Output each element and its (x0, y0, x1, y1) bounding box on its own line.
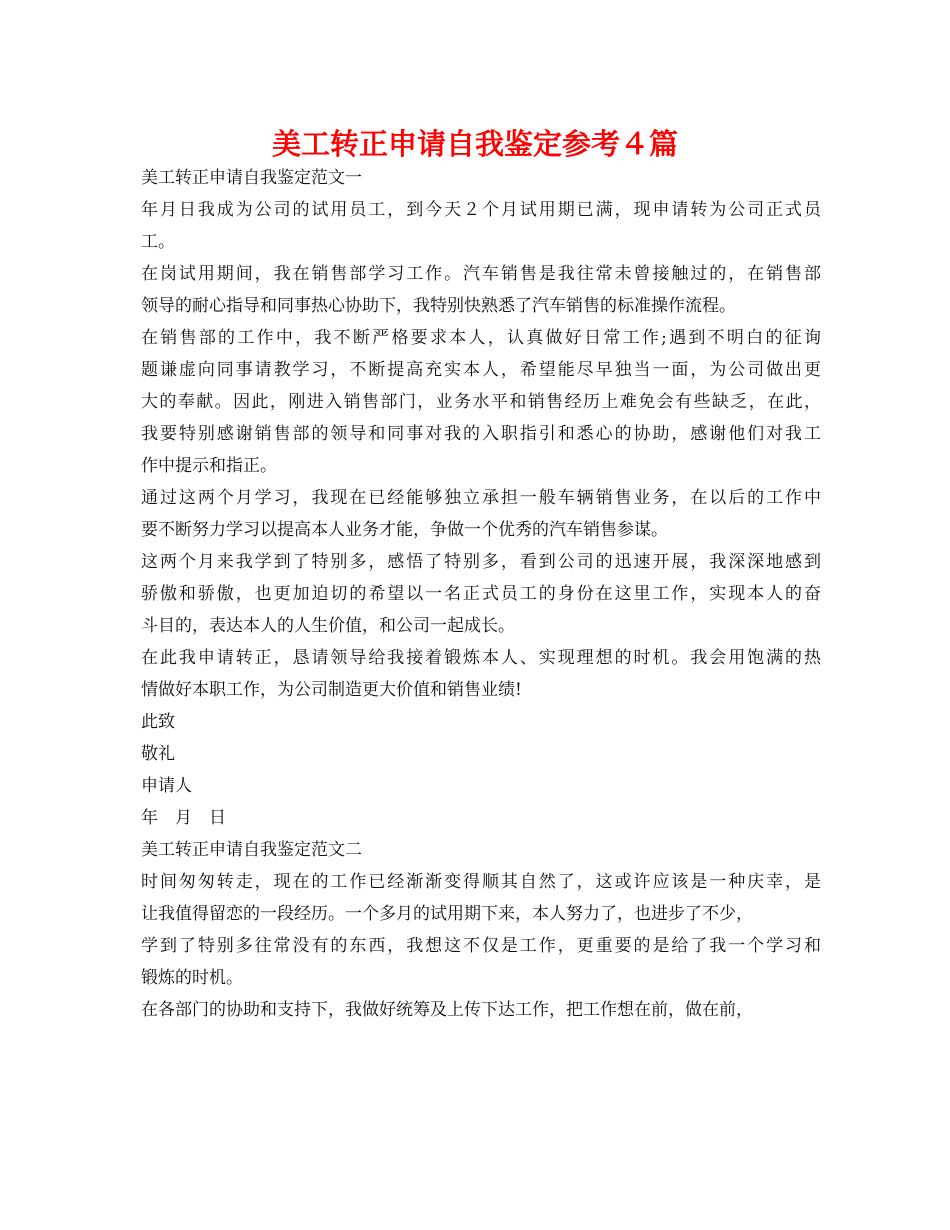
paragraph-line: 让我值得留恋的一段经历。一个多月的试用期下来，本人努力了，也进步了不少， (141, 904, 753, 924)
closing-line: 敬礼 (141, 744, 175, 764)
closing-line: 此致 (141, 712, 175, 732)
paragraph-line: 在各部门的协助和支持下，我做好统筹及上传下达工作，把工作想在前，做在前， (141, 1000, 753, 1020)
paragraph-line: 要不断努力学习以提高本人业务才能，争做一个优秀的汽车销售参谋。 (141, 520, 668, 540)
paragraph-line: 在销售部的工作中，我不断严格要求本人，认真做好日常工作;遇到不明白的征询 (141, 328, 821, 348)
paragraph-line: 情做好本职工作，为公司制造更大价值和销售业绩! (141, 680, 522, 700)
paragraph-line: 学到了特别多往常没有的东西，我想这不仅是工作，更重要的是给了我一个学习和 (141, 936, 821, 956)
paragraph-line: 作中提示和指正。 (141, 456, 277, 476)
paragraph-line: 斗目的，表达本人的人生价值，和公司一起成长。 (141, 616, 515, 636)
paragraph-line: 领导的耐心指导和同事热心协助下，我特别快熟悉了汽车销售的标准操作流程。 (141, 296, 736, 316)
paragraph-line: 在岗试用期间，我在销售部学习工作。汽车销售是我往常未曾接触过的，在销售部 (141, 264, 821, 284)
paragraph-line: 时间匆匆转走，现在的工作已经渐渐变得顺其自然了，这或许应该是一种庆幸，是 (141, 872, 821, 892)
paragraph-line: 这两个月来我学到了特别多，感悟了特别多，看到公司的迅速开展，我深深地感到 (141, 552, 821, 572)
document-body (141, 162, 821, 1026)
section-heading: 美工转正申请自我鉴定范文一 (141, 168, 362, 188)
paragraph-line: 工。 (141, 232, 175, 252)
paragraph-line: 年月日我成为公司的试用员工，到今天２个月试用期已满，现申请转为公司正式员 (141, 200, 821, 220)
signature-line: 申请人 (141, 776, 192, 796)
paragraph-line: 在此我申请转正，恳请领导给我接着锻炼本人、实现理想的时机。我会用饱满的热 (141, 648, 821, 668)
paragraph-line: 大的奉献。因此，刚进入销售部门，业务水平和销售经历上难免会有些缺乏，在此， (141, 392, 821, 412)
paragraph-line: 我要特别感谢销售部的领导和同事对我的入职指引和悉心的协助，感谢他们对我工 (141, 424, 821, 444)
paragraph-line: 锻炼的时机。 (141, 968, 243, 988)
date-line: 年 月 日 (141, 808, 226, 828)
paragraph-line: 题谦虚向同事请教学习，不断提高充实本人，希望能尽早独当一面，为公司做出更 (141, 360, 821, 380)
document-title: 美工转正申请自我鉴定参考４篇 (271, 127, 678, 161)
section-heading: 美工转正申请自我鉴定范文二 (141, 840, 362, 860)
paragraph-line: 骄傲和骄傲，也更加迫切的希望以一名正式员工的身份在这里工作，实现本人的奋 (141, 584, 821, 604)
paragraph-line: 通过这两个月学习，我现在已经能够独立承担一般车辆销售业务，在以后的工作中 (141, 488, 821, 508)
